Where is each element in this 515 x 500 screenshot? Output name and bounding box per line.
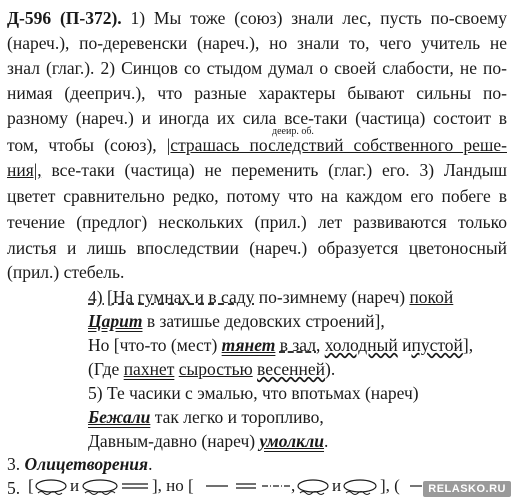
- poem2-line-3-a: Давным-давно (нареч): [88, 431, 256, 451]
- scheme-close-paren: ], (: [380, 476, 400, 495]
- sentence-1-start: 1) Мы тоже (союз) знали лес, пусть по-своему: [130, 8, 507, 28]
- text-line-5: разному (нареч.) и иногда их сила все-таки (частица) состоит в: [7, 108, 507, 128]
- poem1-attribute-1: холодный: [324, 335, 398, 355]
- scheme-and-1: и: [70, 476, 80, 495]
- text-line-7: [7, 158, 507, 182]
- poem1-predicate: Царит: [88, 311, 143, 331]
- poem1-line-2: [88, 309, 508, 333]
- item-3: [7, 452, 507, 476]
- scheme-and-2: и: [332, 476, 342, 495]
- poem2-line-1: 5) Те часики с эмалью, что впотьмах (нареч): [88, 383, 419, 403]
- scheme-close-but: ], но [: [152, 476, 194, 495]
- poem1-line-4-a: (Где: [88, 359, 120, 379]
- poem1-predicate-2: тянет: [221, 335, 276, 355]
- item-3-end: .: [148, 454, 153, 474]
- text-line-11: (прил.) стебель.: [7, 262, 125, 282]
- text-line-4: нимая (дееприч.), что разные характеры бывают сильны по-: [7, 83, 507, 103]
- text-line-2: (нареч.), по-деревенски (нареч.), но знали то, чего учитель не: [7, 33, 507, 53]
- line-6-start: том, чтобы (союз),: [7, 135, 157, 155]
- poem1-line-4: [88, 357, 508, 381]
- participle-phrase-end: ния|,: [7, 160, 42, 180]
- exercise-number: Д-596 (П-372).: [7, 8, 122, 28]
- text-line-8: цветет сравнительно редко, потому что на каждом его побеге в: [7, 186, 507, 206]
- participle-phrase-note: дееир. об.: [272, 126, 314, 137]
- poem2-predicate-2: умолкли: [259, 431, 325, 451]
- text-line-10: листья и лишь впоследствии (нареч.) образуется цветоносный: [7, 238, 507, 258]
- participle-phrase: |страшась последствий собственного реше-: [166, 135, 507, 155]
- scheme-comma: ,: [291, 476, 296, 495]
- poem1-line-3-a: Но [что-то (мест): [88, 335, 218, 355]
- text-line-1: [7, 6, 507, 30]
- poem1-line-2-rest: в затишье дедовских строений],: [146, 311, 385, 331]
- scheme-bracket-open: [: [28, 476, 34, 495]
- poem1-subject: покой: [409, 287, 454, 307]
- watermark-logo: RELASKO.RU: [423, 481, 511, 497]
- poem1-adverbial: 4) [На гумнах и в саду: [88, 287, 255, 307]
- item-5-number: 5.: [7, 478, 21, 498]
- poem1-line-3-end: ],: [462, 335, 474, 355]
- poem1-attribute-2: пустой: [411, 335, 463, 355]
- poem1-predicate-3: пахнет: [123, 359, 175, 379]
- poem1-adverb: по-зимнему (нареч): [258, 287, 406, 307]
- poem1-line-4-end: ).: [325, 359, 336, 379]
- poem2-predicate: Бежали: [88, 407, 151, 427]
- poem1-line-1: [88, 285, 508, 309]
- text-line-3: знал (глаг.). 2) Синцов со стыдом думал о своей слабости, не по-: [7, 58, 507, 78]
- item-3-number: 3.: [7, 454, 21, 474]
- poem1-subject-2: сыростью: [178, 359, 253, 379]
- line-7-rest: все-таки (частица) не переменить (глаг.) его. 3) Ландыш: [51, 160, 507, 180]
- poem1-adverbial-2: в зал,: [279, 335, 321, 355]
- item-3-text: Олицетворения: [24, 454, 149, 474]
- poem1-line-3: [88, 333, 508, 357]
- poem2-line-2: [88, 405, 508, 429]
- poem2-line-3: [88, 429, 508, 453]
- text-line-6: [7, 133, 507, 157]
- text-line-9: течение (предлог) нескольких (прил.) лет развиваются только: [7, 212, 507, 232]
- poem2-line-3-end: .: [324, 431, 329, 451]
- poem2-line-2-rest: так легко и торопливо,: [154, 407, 324, 427]
- poem1-attribute-3: весенней: [257, 359, 326, 379]
- poem1-conj: и: [402, 335, 412, 355]
